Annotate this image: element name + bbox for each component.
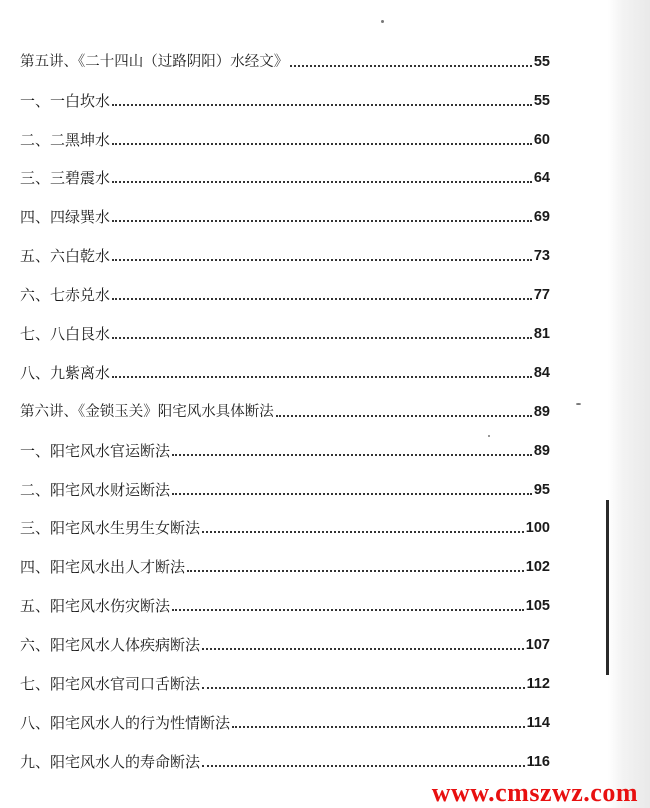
toc-page-number: 64 <box>533 170 550 186</box>
scan-speck <box>576 403 581 405</box>
toc-page-number: 55 <box>533 93 550 109</box>
toc-entry[interactable] <box>20 510 550 538</box>
toc-leader-dots <box>202 647 524 650</box>
toc-leader-dots <box>112 219 532 222</box>
toc-page-number: 89 <box>533 443 550 459</box>
toc-page-number: 81 <box>533 326 550 342</box>
toc-entry-title: 二、二黑坤水 <box>20 131 111 149</box>
toc-page-number: 105 <box>525 598 550 614</box>
toc-leader-dots <box>232 725 525 728</box>
toc-entry[interactable] <box>20 122 550 150</box>
toc-leader-dots <box>187 569 524 572</box>
toc-entry-title: 六、七赤兑水 <box>20 286 111 304</box>
toc-leader-dots <box>202 686 525 689</box>
toc-page-number: 77 <box>533 287 550 303</box>
toc-entry[interactable] <box>20 549 550 577</box>
toc-page-number: 100 <box>525 520 550 536</box>
toc-page-number: 102 <box>525 559 550 575</box>
toc-entry[interactable] <box>20 316 550 344</box>
toc-entry-title: 八、九紫离水 <box>20 364 111 382</box>
toc-entry[interactable] <box>20 83 550 111</box>
toc-leader-dots <box>112 180 532 183</box>
toc-leader-dots <box>112 297 532 300</box>
toc-page-number: 84 <box>533 365 550 381</box>
toc-leader-dots <box>112 103 532 106</box>
toc-entry[interactable] <box>20 199 550 227</box>
toc-page-number: 107 <box>525 637 550 653</box>
toc-page-number: 73 <box>533 248 550 264</box>
scan-speck <box>381 20 384 23</box>
toc-entry-title: 三、阳宅风水生男生女断法 <box>20 519 201 537</box>
toc-entry[interactable] <box>20 666 550 694</box>
toc-entry[interactable] <box>20 472 550 500</box>
toc-leader-dots <box>112 375 532 378</box>
toc-page-number: 89 <box>533 404 550 420</box>
toc-entry[interactable] <box>20 44 550 72</box>
scan-shadow <box>608 0 650 808</box>
toc-leader-dots <box>112 142 532 145</box>
toc-leader-dots <box>290 64 532 67</box>
toc-leader-dots <box>276 414 532 417</box>
toc-leader-dots <box>202 530 524 533</box>
toc-leader-dots <box>172 492 532 495</box>
toc-page-number: 60 <box>533 132 550 148</box>
toc-entry-title: 八、阳宅风水人的行为性情断法 <box>20 714 231 732</box>
toc-entry[interactable] <box>20 588 550 616</box>
toc-leader-dots <box>112 336 532 339</box>
toc-entry[interactable] <box>20 355 550 383</box>
toc-entry[interactable] <box>20 744 550 772</box>
toc-entry-title: 第五讲、《二十四山（过路阴阳）水经文》 <box>20 54 289 70</box>
toc-entry-title: 四、四绿巽水 <box>20 208 111 226</box>
toc-page-number: 116 <box>526 754 550 770</box>
toc-entry-title: 六、阳宅风水人体疾病断法 <box>20 636 201 654</box>
toc-entry-title: 九、阳宅风水人的寿命断法 <box>20 753 201 771</box>
toc-entry-title: 七、阳宅风水官司口舌断法 <box>20 675 201 693</box>
toc-entry-title: 一、阳宅风水官运断法 <box>20 442 171 460</box>
toc-entry-title: 五、六白乾水 <box>20 247 111 265</box>
site-watermark: www.cmszwz.com <box>431 778 638 807</box>
toc-leader-dots <box>112 258 532 261</box>
toc-page-number: 114 <box>526 715 550 731</box>
toc-entry-title: 第六讲、《金锁玉关》阳宅风水具体断法 <box>20 404 274 420</box>
toc-entry[interactable] <box>20 433 550 461</box>
toc-entry[interactable] <box>20 627 550 655</box>
toc-entry[interactable] <box>20 160 550 188</box>
toc-entry-title: 二、阳宅风水财运断法 <box>20 481 171 499</box>
toc-entry-title: 四、阳宅风水出人才断法 <box>20 558 186 576</box>
toc-entry[interactable] <box>20 394 550 422</box>
toc-entry[interactable] <box>20 705 550 733</box>
toc-leader-dots <box>202 764 525 767</box>
toc-entry-title: 五、阳宅风水伤灾断法 <box>20 597 171 615</box>
toc-page-number: 95 <box>533 482 550 498</box>
toc-page-number: 112 <box>526 676 550 692</box>
toc-page-number: 69 <box>533 209 550 225</box>
toc-entry-title: 七、八白艮水 <box>20 325 111 343</box>
toc-leader-dots <box>172 453 532 456</box>
toc-entry-title: 三、三碧震水 <box>20 169 111 187</box>
scan-artifact-line <box>606 500 609 675</box>
toc-page-number: 55 <box>533 54 550 70</box>
toc-entry[interactable] <box>20 277 550 305</box>
toc-leader-dots <box>172 608 524 611</box>
toc-entry-title: 一、一白坎水 <box>20 92 111 110</box>
toc-entry[interactable] <box>20 238 550 266</box>
